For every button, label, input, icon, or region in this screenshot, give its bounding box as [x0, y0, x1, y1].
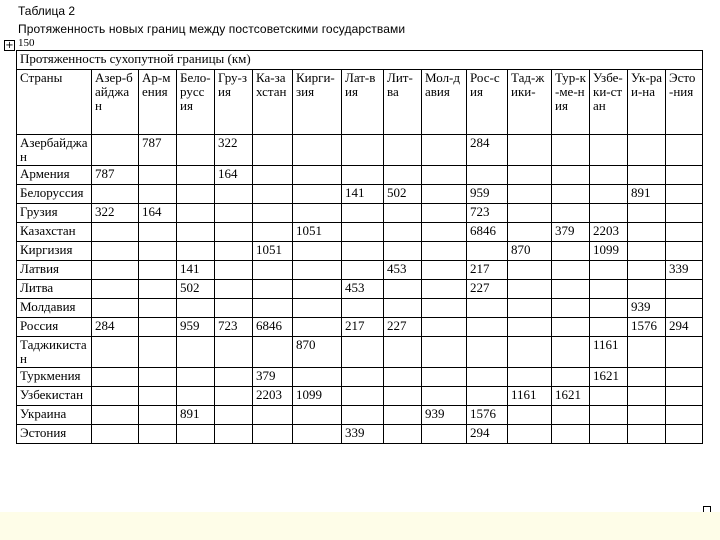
table-cell	[384, 406, 422, 425]
table-cell	[215, 204, 253, 223]
table-cell	[590, 299, 628, 318]
table-cell	[590, 387, 628, 406]
table-cell	[628, 368, 666, 387]
table-cell	[92, 261, 139, 280]
table-cell	[590, 261, 628, 280]
table-cell	[628, 261, 666, 280]
table-cell	[508, 425, 552, 444]
table-cell	[666, 406, 703, 425]
row-country-name: Армения	[17, 166, 92, 185]
table-cell: 891	[628, 185, 666, 204]
table-cell	[139, 280, 177, 299]
table-cell	[177, 185, 215, 204]
column-header: Гру-зия	[215, 70, 253, 135]
table-cell: 891	[177, 406, 215, 425]
table-cell	[253, 204, 293, 223]
table-cell	[508, 368, 552, 387]
table-cell	[508, 280, 552, 299]
table-cell: 164	[215, 166, 253, 185]
table-cell	[253, 280, 293, 299]
table-cell	[508, 318, 552, 337]
table-cell: 294	[666, 318, 703, 337]
table-cell	[422, 242, 467, 261]
table-cell: 1051	[293, 223, 342, 242]
table-cell	[215, 337, 253, 368]
table-row	[17, 425, 703, 444]
table-cell	[253, 299, 293, 318]
table-cell	[590, 166, 628, 185]
table-cell	[422, 185, 467, 204]
table-cell	[508, 406, 552, 425]
row-country-name: Эстония	[17, 425, 92, 444]
table-cell	[467, 387, 508, 406]
row-country-name: Грузия	[17, 204, 92, 223]
table-cell: 870	[293, 337, 342, 368]
table-cell	[590, 204, 628, 223]
table-cell	[508, 135, 552, 166]
table-cell	[92, 406, 139, 425]
table-cell	[177, 387, 215, 406]
table-cell: 339	[342, 425, 384, 444]
table-cell: 502	[384, 185, 422, 204]
table-cell	[215, 280, 253, 299]
table-cell	[666, 299, 703, 318]
table-header-row	[17, 70, 703, 135]
table-cell	[139, 299, 177, 318]
table-cell	[293, 135, 342, 166]
table-cell	[666, 223, 703, 242]
table-cell	[552, 337, 590, 368]
row-country-name: Украина	[17, 406, 92, 425]
table-cell: 217	[467, 261, 508, 280]
table-cell	[422, 204, 467, 223]
table-cell: 723	[467, 204, 508, 223]
table-cell: 959	[467, 185, 508, 204]
table-cell: 1161	[508, 387, 552, 406]
table-cell: 141	[342, 185, 384, 204]
table-cell	[215, 406, 253, 425]
row-country-name: Латвия	[17, 261, 92, 280]
table-cell	[92, 242, 139, 261]
table-cell	[628, 406, 666, 425]
table-cell	[384, 223, 422, 242]
table-row	[17, 166, 703, 185]
table-cell	[139, 337, 177, 368]
table-cell	[177, 223, 215, 242]
table-cell	[177, 368, 215, 387]
table-cell	[628, 242, 666, 261]
table-cell	[139, 185, 177, 204]
table-cell	[293, 166, 342, 185]
table-cell: 723	[215, 318, 253, 337]
table-cell	[177, 425, 215, 444]
table-cell	[384, 280, 422, 299]
table-cell: 217	[342, 318, 384, 337]
table-cell: 2203	[590, 223, 628, 242]
table-cell: 164	[139, 204, 177, 223]
table-cell	[342, 368, 384, 387]
table-cell	[215, 299, 253, 318]
table-cell	[508, 166, 552, 185]
table-cell	[92, 368, 139, 387]
table-note: 150	[18, 37, 35, 49]
table-cell	[92, 387, 139, 406]
row-country-name: Литва	[17, 280, 92, 299]
table-cell	[666, 368, 703, 387]
table-cell	[293, 299, 342, 318]
table-cell	[467, 166, 508, 185]
table-cell	[422, 337, 467, 368]
table-cell	[552, 135, 590, 166]
table-row	[17, 406, 703, 425]
table-cell	[384, 299, 422, 318]
table-cell	[293, 368, 342, 387]
table-cell	[666, 387, 703, 406]
table-cell	[139, 387, 177, 406]
table-cell	[139, 242, 177, 261]
table-cell	[552, 368, 590, 387]
table-cell	[628, 135, 666, 166]
table-cell	[342, 261, 384, 280]
table-cell	[422, 166, 467, 185]
table-cell	[628, 387, 666, 406]
table-cell	[177, 242, 215, 261]
column-header: Мол-давия	[422, 70, 467, 135]
table-caption-title: Протяженность новых границ между постсоветскими государствами	[18, 22, 406, 36]
table-cell	[384, 368, 422, 387]
table-cell	[92, 185, 139, 204]
column-header: Лит-ва	[384, 70, 422, 135]
table-cell	[139, 425, 177, 444]
table-cell: 141	[177, 261, 215, 280]
table-move-handle-icon[interactable]: +	[5, 40, 14, 51]
table-cell	[467, 318, 508, 337]
table-cell	[215, 387, 253, 406]
table-cell	[342, 387, 384, 406]
table-cell: 1161	[590, 337, 628, 368]
table-cell: 379	[253, 368, 293, 387]
column-header: Бело-руссия	[177, 70, 215, 135]
table-cell	[384, 337, 422, 368]
table-cell	[139, 318, 177, 337]
table-cell: 870	[508, 242, 552, 261]
table-cell	[422, 318, 467, 337]
table-cell	[552, 318, 590, 337]
table-cell	[508, 261, 552, 280]
table-cell	[552, 261, 590, 280]
row-country-name: Молдавия	[17, 299, 92, 318]
table-cell: 6846	[467, 223, 508, 242]
table-cell	[293, 406, 342, 425]
table-cell	[215, 368, 253, 387]
table-cell	[666, 135, 703, 166]
column-header: Узбе-ки-стан	[590, 70, 628, 135]
table-cell	[293, 280, 342, 299]
table-row	[17, 261, 703, 280]
table-cell	[422, 135, 467, 166]
table-row	[17, 337, 703, 368]
table-cell: 227	[467, 280, 508, 299]
table-cell: 1099	[590, 242, 628, 261]
row-country-name: Киргизия	[17, 242, 92, 261]
table-cell: 284	[92, 318, 139, 337]
table-cell: 2203	[253, 387, 293, 406]
table-cell	[590, 185, 628, 204]
table-cell	[552, 185, 590, 204]
table-cell	[253, 185, 293, 204]
table-container	[16, 50, 703, 444]
column-header: Ук-раи-на	[628, 70, 666, 135]
table-cell	[552, 299, 590, 318]
table-cell	[139, 368, 177, 387]
row-country-name: Казахстан	[17, 223, 92, 242]
table-cell	[293, 425, 342, 444]
table-cell	[293, 185, 342, 204]
table-cell	[92, 223, 139, 242]
table-cell	[384, 425, 422, 444]
table-cell	[590, 318, 628, 337]
table-cell	[467, 337, 508, 368]
table-cell	[92, 280, 139, 299]
table-title-row	[17, 51, 703, 70]
table-cell	[552, 204, 590, 223]
table-cell	[590, 135, 628, 166]
table-cell	[422, 261, 467, 280]
column-header: Ка-захстан	[253, 70, 293, 135]
table-cell: 1051	[253, 242, 293, 261]
table-cell	[628, 280, 666, 299]
table-cell	[92, 337, 139, 368]
table-cell	[253, 406, 293, 425]
table-cell	[666, 337, 703, 368]
table-cell: 227	[384, 318, 422, 337]
table-cell	[666, 185, 703, 204]
column-header: Тад-жики-	[508, 70, 552, 135]
table-cell	[666, 280, 703, 299]
table-cell: 787	[92, 166, 139, 185]
table-cell	[293, 242, 342, 261]
table-cell	[422, 280, 467, 299]
table-cell	[342, 242, 384, 261]
table-cell	[215, 242, 253, 261]
table-cell	[215, 261, 253, 280]
table-row	[17, 318, 703, 337]
table-cell: 939	[628, 299, 666, 318]
table-cell: 6846	[253, 318, 293, 337]
table-cell: 1099	[293, 387, 342, 406]
table-cell	[384, 242, 422, 261]
table-cell	[139, 223, 177, 242]
table-title: Протяженность сухопутной границы (км)	[17, 51, 703, 70]
table-cell	[666, 166, 703, 185]
table-caption-label: Таблица 2	[18, 4, 76, 18]
table-cell	[253, 166, 293, 185]
table-cell	[253, 223, 293, 242]
table-cell	[92, 299, 139, 318]
table-cell	[552, 242, 590, 261]
table-cell: 379	[552, 223, 590, 242]
table-cell: 294	[467, 425, 508, 444]
table-cell	[552, 280, 590, 299]
table-cell	[422, 299, 467, 318]
table-cell	[467, 242, 508, 261]
table-cell	[177, 299, 215, 318]
table-cell	[215, 425, 253, 444]
table-cell	[384, 166, 422, 185]
table-cell	[422, 368, 467, 387]
column-header: Лат-вия	[342, 70, 384, 135]
table-cell	[293, 318, 342, 337]
table-cell	[628, 204, 666, 223]
table-cell: 1621	[552, 387, 590, 406]
border-length-table	[16, 50, 703, 444]
table-cell	[253, 425, 293, 444]
table-cell: 1621	[590, 368, 628, 387]
table-cell	[384, 204, 422, 223]
table-cell	[342, 135, 384, 166]
table-row	[17, 299, 703, 318]
column-header: Тур-к-ме-ния	[552, 70, 590, 135]
table-cell	[384, 135, 422, 166]
table-cell	[253, 337, 293, 368]
table-cell	[467, 368, 508, 387]
table-cell	[253, 135, 293, 166]
table-cell	[422, 223, 467, 242]
table-cell	[666, 204, 703, 223]
table-cell: 1576	[467, 406, 508, 425]
table-cell	[628, 223, 666, 242]
table-cell	[139, 166, 177, 185]
table-cell	[92, 425, 139, 444]
table-cell	[177, 337, 215, 368]
table-row	[17, 185, 703, 204]
table-cell	[590, 425, 628, 444]
table-cell	[666, 242, 703, 261]
table-cell	[215, 223, 253, 242]
row-country-name: Таджикистан	[17, 337, 92, 368]
table-row	[17, 387, 703, 406]
table-cell	[590, 280, 628, 299]
table-cell	[177, 204, 215, 223]
table-cell	[590, 406, 628, 425]
table-cell: 284	[467, 135, 508, 166]
table-cell	[628, 166, 666, 185]
table-cell: 502	[177, 280, 215, 299]
table-row	[17, 223, 703, 242]
table-cell: 322	[215, 135, 253, 166]
table-cell	[552, 406, 590, 425]
table-cell	[177, 166, 215, 185]
column-header: Азер-байджан	[92, 70, 139, 135]
table-cell	[508, 299, 552, 318]
table-cell	[508, 337, 552, 368]
table-row	[17, 204, 703, 223]
table-cell	[342, 223, 384, 242]
table-row	[17, 368, 703, 387]
table-cell	[293, 261, 342, 280]
table-cell: 1576	[628, 318, 666, 337]
table-cell	[342, 406, 384, 425]
table-cell	[139, 261, 177, 280]
table-cell: 339	[666, 261, 703, 280]
bottom-band	[0, 512, 720, 540]
column-header: Рос-сия	[467, 70, 508, 135]
table-row	[17, 135, 703, 166]
table-cell	[552, 425, 590, 444]
row-country-name: Россия	[17, 318, 92, 337]
table-cell: 939	[422, 406, 467, 425]
table-cell	[666, 425, 703, 444]
column-header: Ар-мения	[139, 70, 177, 135]
column-header-countries: Страны	[17, 70, 92, 135]
row-country-name: Туркмения	[17, 368, 92, 387]
table-cell	[422, 425, 467, 444]
table-cell: 959	[177, 318, 215, 337]
table-cell	[552, 166, 590, 185]
table-cell: 787	[139, 135, 177, 166]
table-cell: 453	[384, 261, 422, 280]
table-cell	[177, 135, 215, 166]
row-country-name: Белоруссия	[17, 185, 92, 204]
table-cell	[342, 204, 384, 223]
table-cell	[508, 223, 552, 242]
table-cell	[253, 261, 293, 280]
table-cell	[342, 337, 384, 368]
table-row	[17, 280, 703, 299]
table-row	[17, 242, 703, 261]
row-country-name: Узбекистан	[17, 387, 92, 406]
table-cell	[508, 185, 552, 204]
table-cell	[467, 299, 508, 318]
table-cell	[342, 299, 384, 318]
column-header: Кирги-зия	[293, 70, 342, 135]
table-cell	[628, 425, 666, 444]
table-cell	[384, 387, 422, 406]
table-cell: 453	[342, 280, 384, 299]
table-cell	[139, 406, 177, 425]
table-cell	[508, 204, 552, 223]
column-header: Эсто-ния	[666, 70, 703, 135]
table-cell	[293, 204, 342, 223]
table-cell: 322	[92, 204, 139, 223]
table-cell	[215, 185, 253, 204]
table-cell	[342, 166, 384, 185]
table-cell	[422, 387, 467, 406]
row-country-name: Азербайджан	[17, 135, 92, 166]
table-cell	[92, 135, 139, 166]
table-cell	[628, 337, 666, 368]
